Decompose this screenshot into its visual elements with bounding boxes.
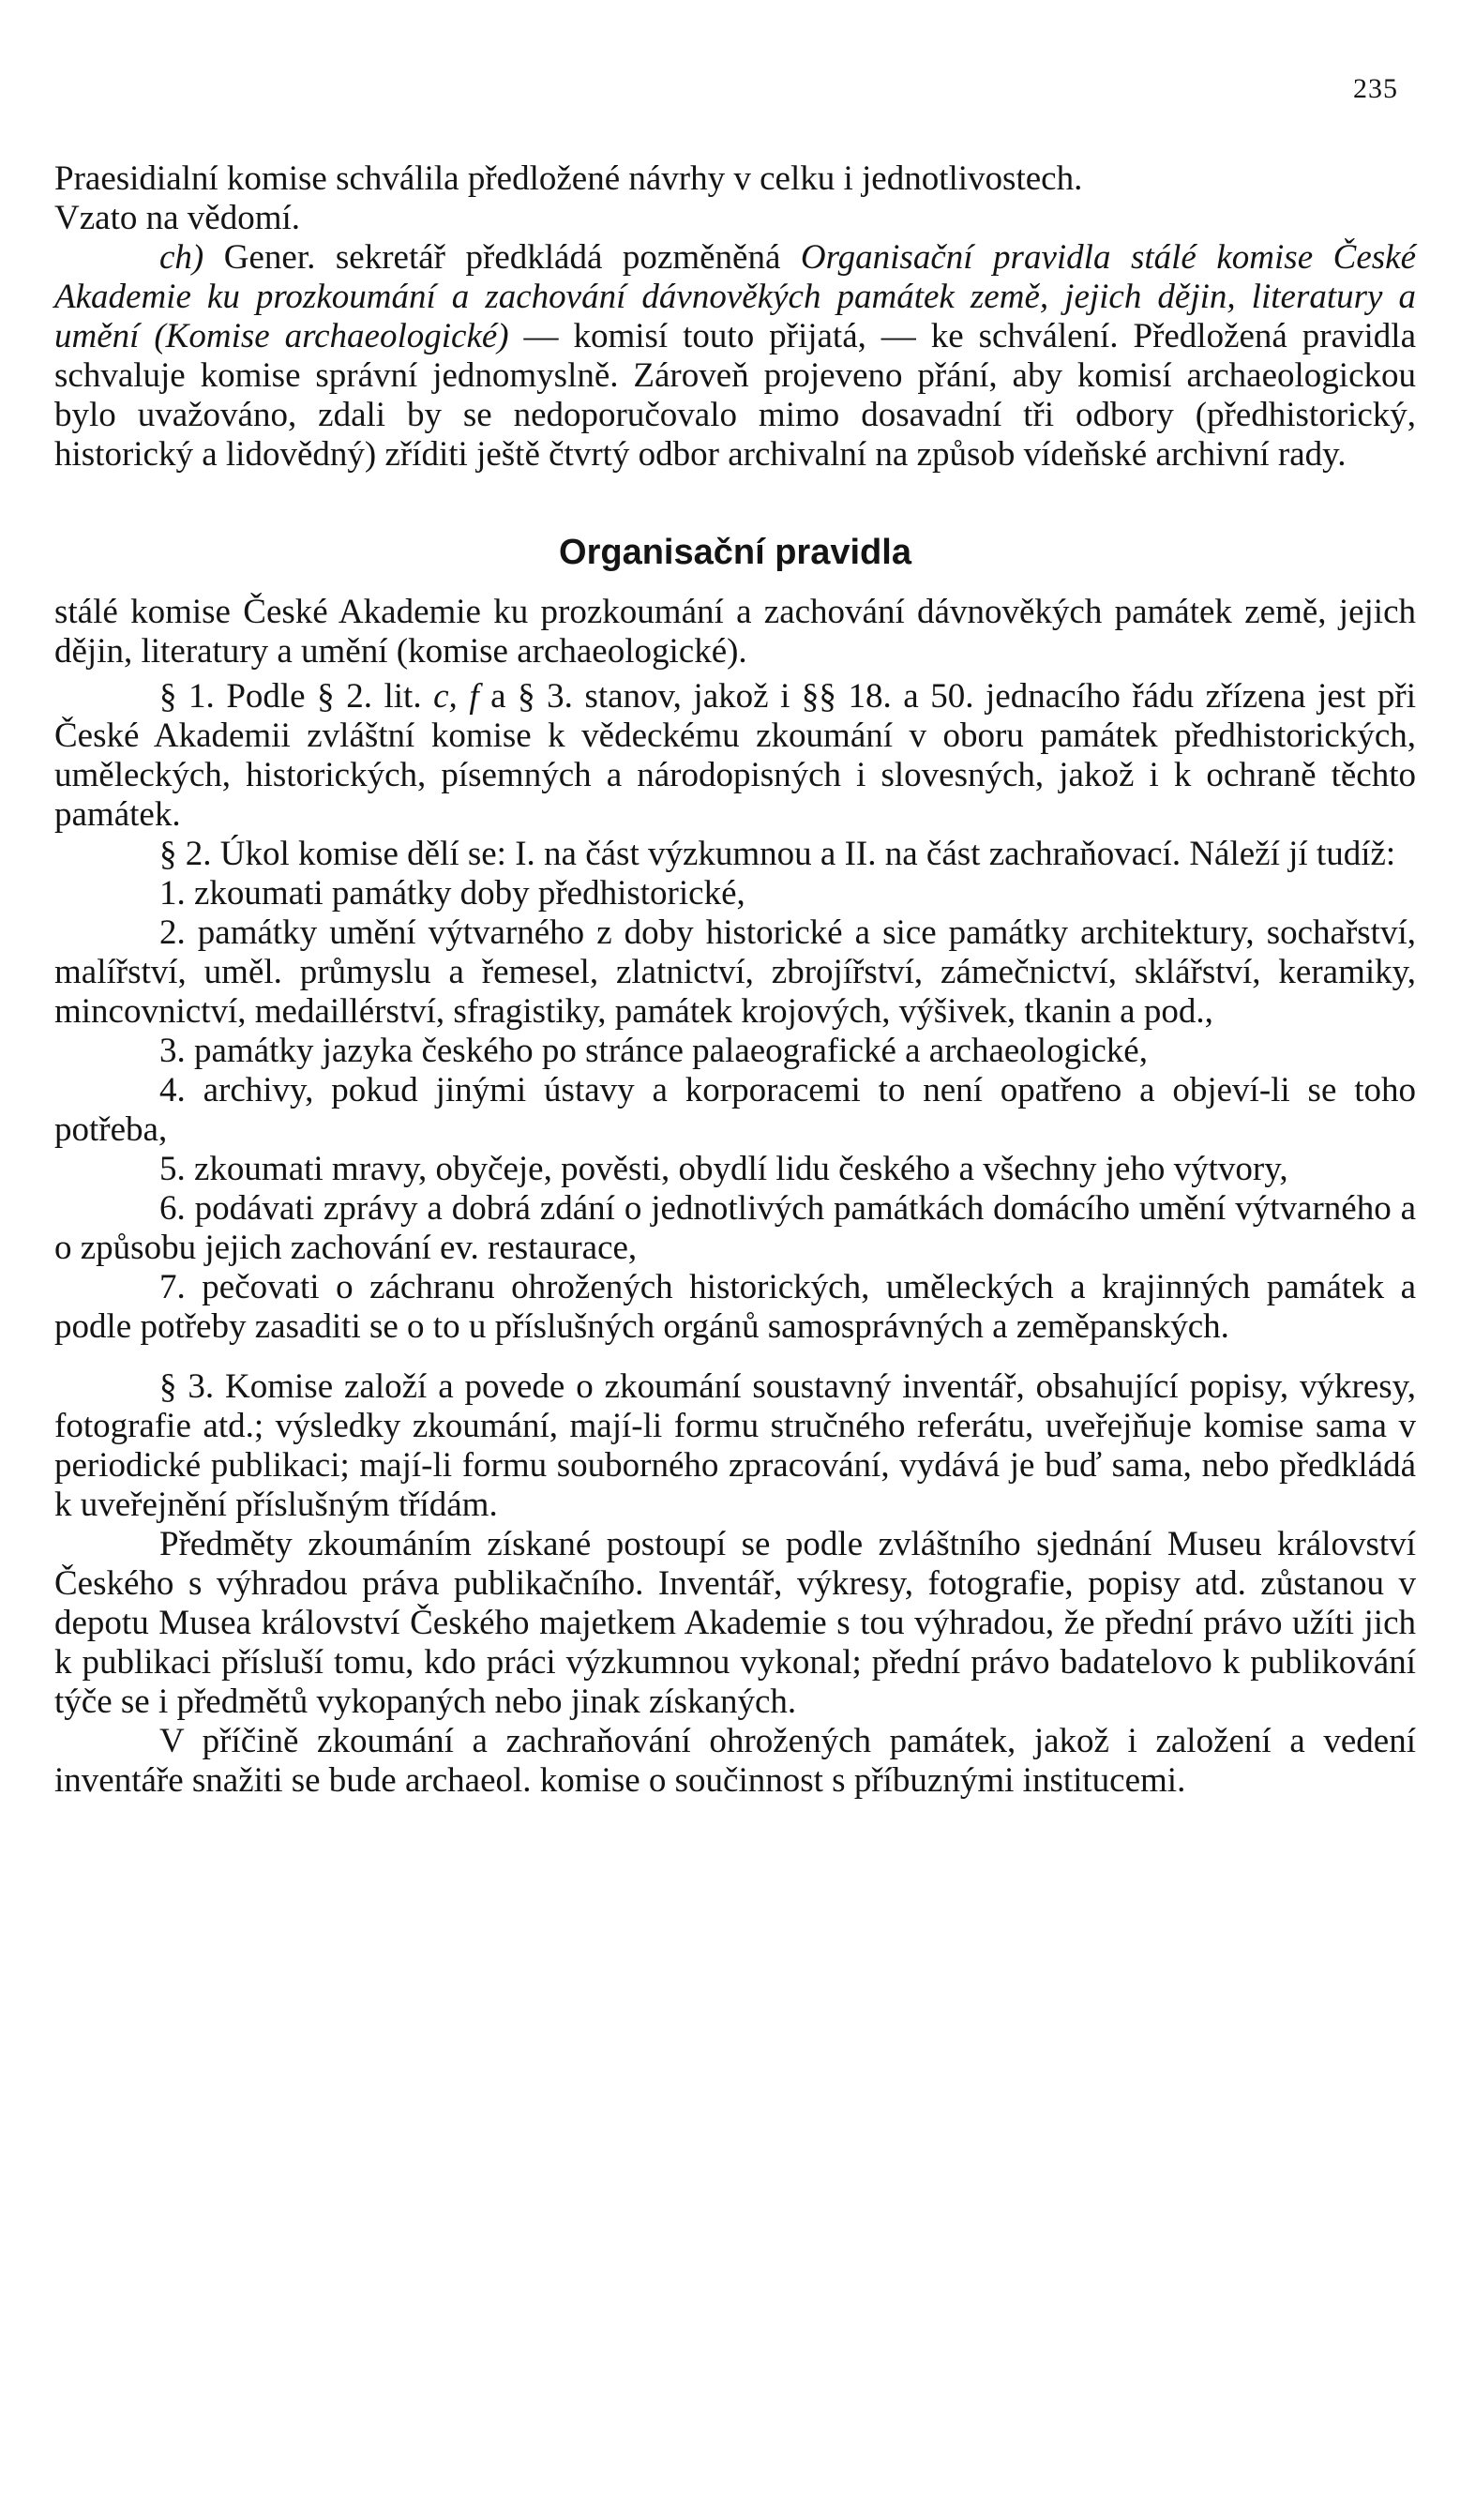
paragraph-s3: § 3. Komise založí a povede o zkoumání soustavný inventář, obsahující popisy, výkresy, fotografie atd.; výsledky zkoumání, mají-li formu stručného referátu, uveřejňuje komise sama v periodické publikaci; mají-li formu souborného zpracování, vydává je buď sama, nebo předkládá k uveřejnění příslušným třídám.	[54, 1367, 1416, 1524]
intro-line-1: Praesidialní komise schválila předložené návrhy v celku i jednotlivostech.	[54, 159, 1083, 198]
intro-line-2: Vzato na vědomí.	[54, 199, 300, 237]
list-item: 7. pečovati o záchranu ohrožených historických, uměleckých a krajinných památek a podle potřeby zasaditi se o to u příslušných orgánů samosprávných a zeměpanských.	[54, 1268, 1416, 1346]
paragraph-museum: Předměty zkoumáním získané postoupí se podle zvláštního sjednání Museu království Českého s výhradou práva publikačního. Inventář, výkresy, fotografie, popisy atd. zůstanou v depotu Musea království Českého majetkem Akademie s tou výhradou, že přední právo užíti jich k publikaci přísluší tomu, kdo práci výzkumnou vykonal; přední právo badatelovo k publikování týče se i předmětů vykopaných nebo jinak získaných.	[54, 1525, 1416, 1721]
list-item: 2. památky umění výtvarného z doby historické a sice památky architektury, sochařství, malířství, uměl. průmyslu a řemesel, zlatnictví, zbrojířství, zámečnictví, sklářství, keramiky, mincovnictví, medaillérství, sfragistiky, památek krojových, výšivek, tkanin a pod.,	[54, 913, 1416, 1031]
section-heading: Organisační pravidla	[559, 533, 911, 572]
list-item: 1. zkoumati památky doby předhistorické,	[159, 874, 745, 913]
s1-text-a: § 1. Podle § 2. lit.	[159, 677, 434, 716]
paragraph-ch	[54, 238, 1416, 475]
page-number: 235	[1353, 73, 1398, 104]
section-subheading: stálé komise České Akademie ku prozkoumání a zachování dávnověkých památek země, jejich dějin, literatury a umění (komise archaeologické).	[54, 593, 1416, 671]
ch-label: ch)	[159, 238, 204, 277]
ch-text-b: — komisí touto přijatá, — ke schválení. Předložená pravidla schvaluje komise správní jednomyslně. Zároveň projeveno přání, aby komisí archaeologickou bylo uvažováno, zdali by se nedoporučovalo mimo dosavadní tři odbory (předhistorický, historický a lidovědný) zříditi ještě čtvrtý odbor archivalní na způsob vídeňské archivní rady.	[54, 317, 1417, 474]
paragraph-final: V příčině zkoumání a zachraňování ohrožených památek, jakož i založení a vedení inventáře snažiti se bude archaeol. komise o součinnost s příbuznými institucemi.	[54, 1722, 1416, 1800]
s1-ref: c, f	[433, 677, 479, 716]
list-item: 4. archivy, pokud jinými ústavy a korporacemi to není opatřeno a objeví-li se toho potřeba,	[54, 1071, 1416, 1149]
paragraph-s2: § 2. Úkol komise dělí se: I. na část výzkumnou a II. na část zachraňovací. Náleží jí tudíž:	[159, 835, 1396, 873]
s1-text-b: a § 3. stanov, jakož i §§ 18. a 50. jednacího řádu zřízena jest při České Akademii zvláštní komise k vědeckému zkoumání v oboru památek předhistorických, uměleckých, historických, písemných a národopisných i slovesných, jakož i k ochraně těchto památek.	[54, 677, 1416, 834]
paragraph-s1	[54, 677, 1416, 835]
body-text	[54, 159, 1416, 1801]
ch-text-a: Gener. sekretář předkládá pozměněná	[203, 238, 801, 277]
list-item: 3. památky jazyka českého po stránce palaeografické a archaeologické,	[159, 1032, 1148, 1070]
list-item: 6. podávati zprávy a dobrá zdání o jednotlivých památkách domácího umění výtvarného a o způsobu jejich zachování ev. restaurace,	[54, 1189, 1416, 1267]
ch-title: Organisační pravidla stálé komise České Akademie ku prozkoumání a zachování dávnověkých památek země, jejich dějin, literatury a umění (Komise archaeologické)	[54, 238, 1416, 355]
list-item: 5. zkoumati mravy, obyčeje, pověsti, obydlí lidu českého a všechny jeho výtvory,	[159, 1150, 1288, 1188]
